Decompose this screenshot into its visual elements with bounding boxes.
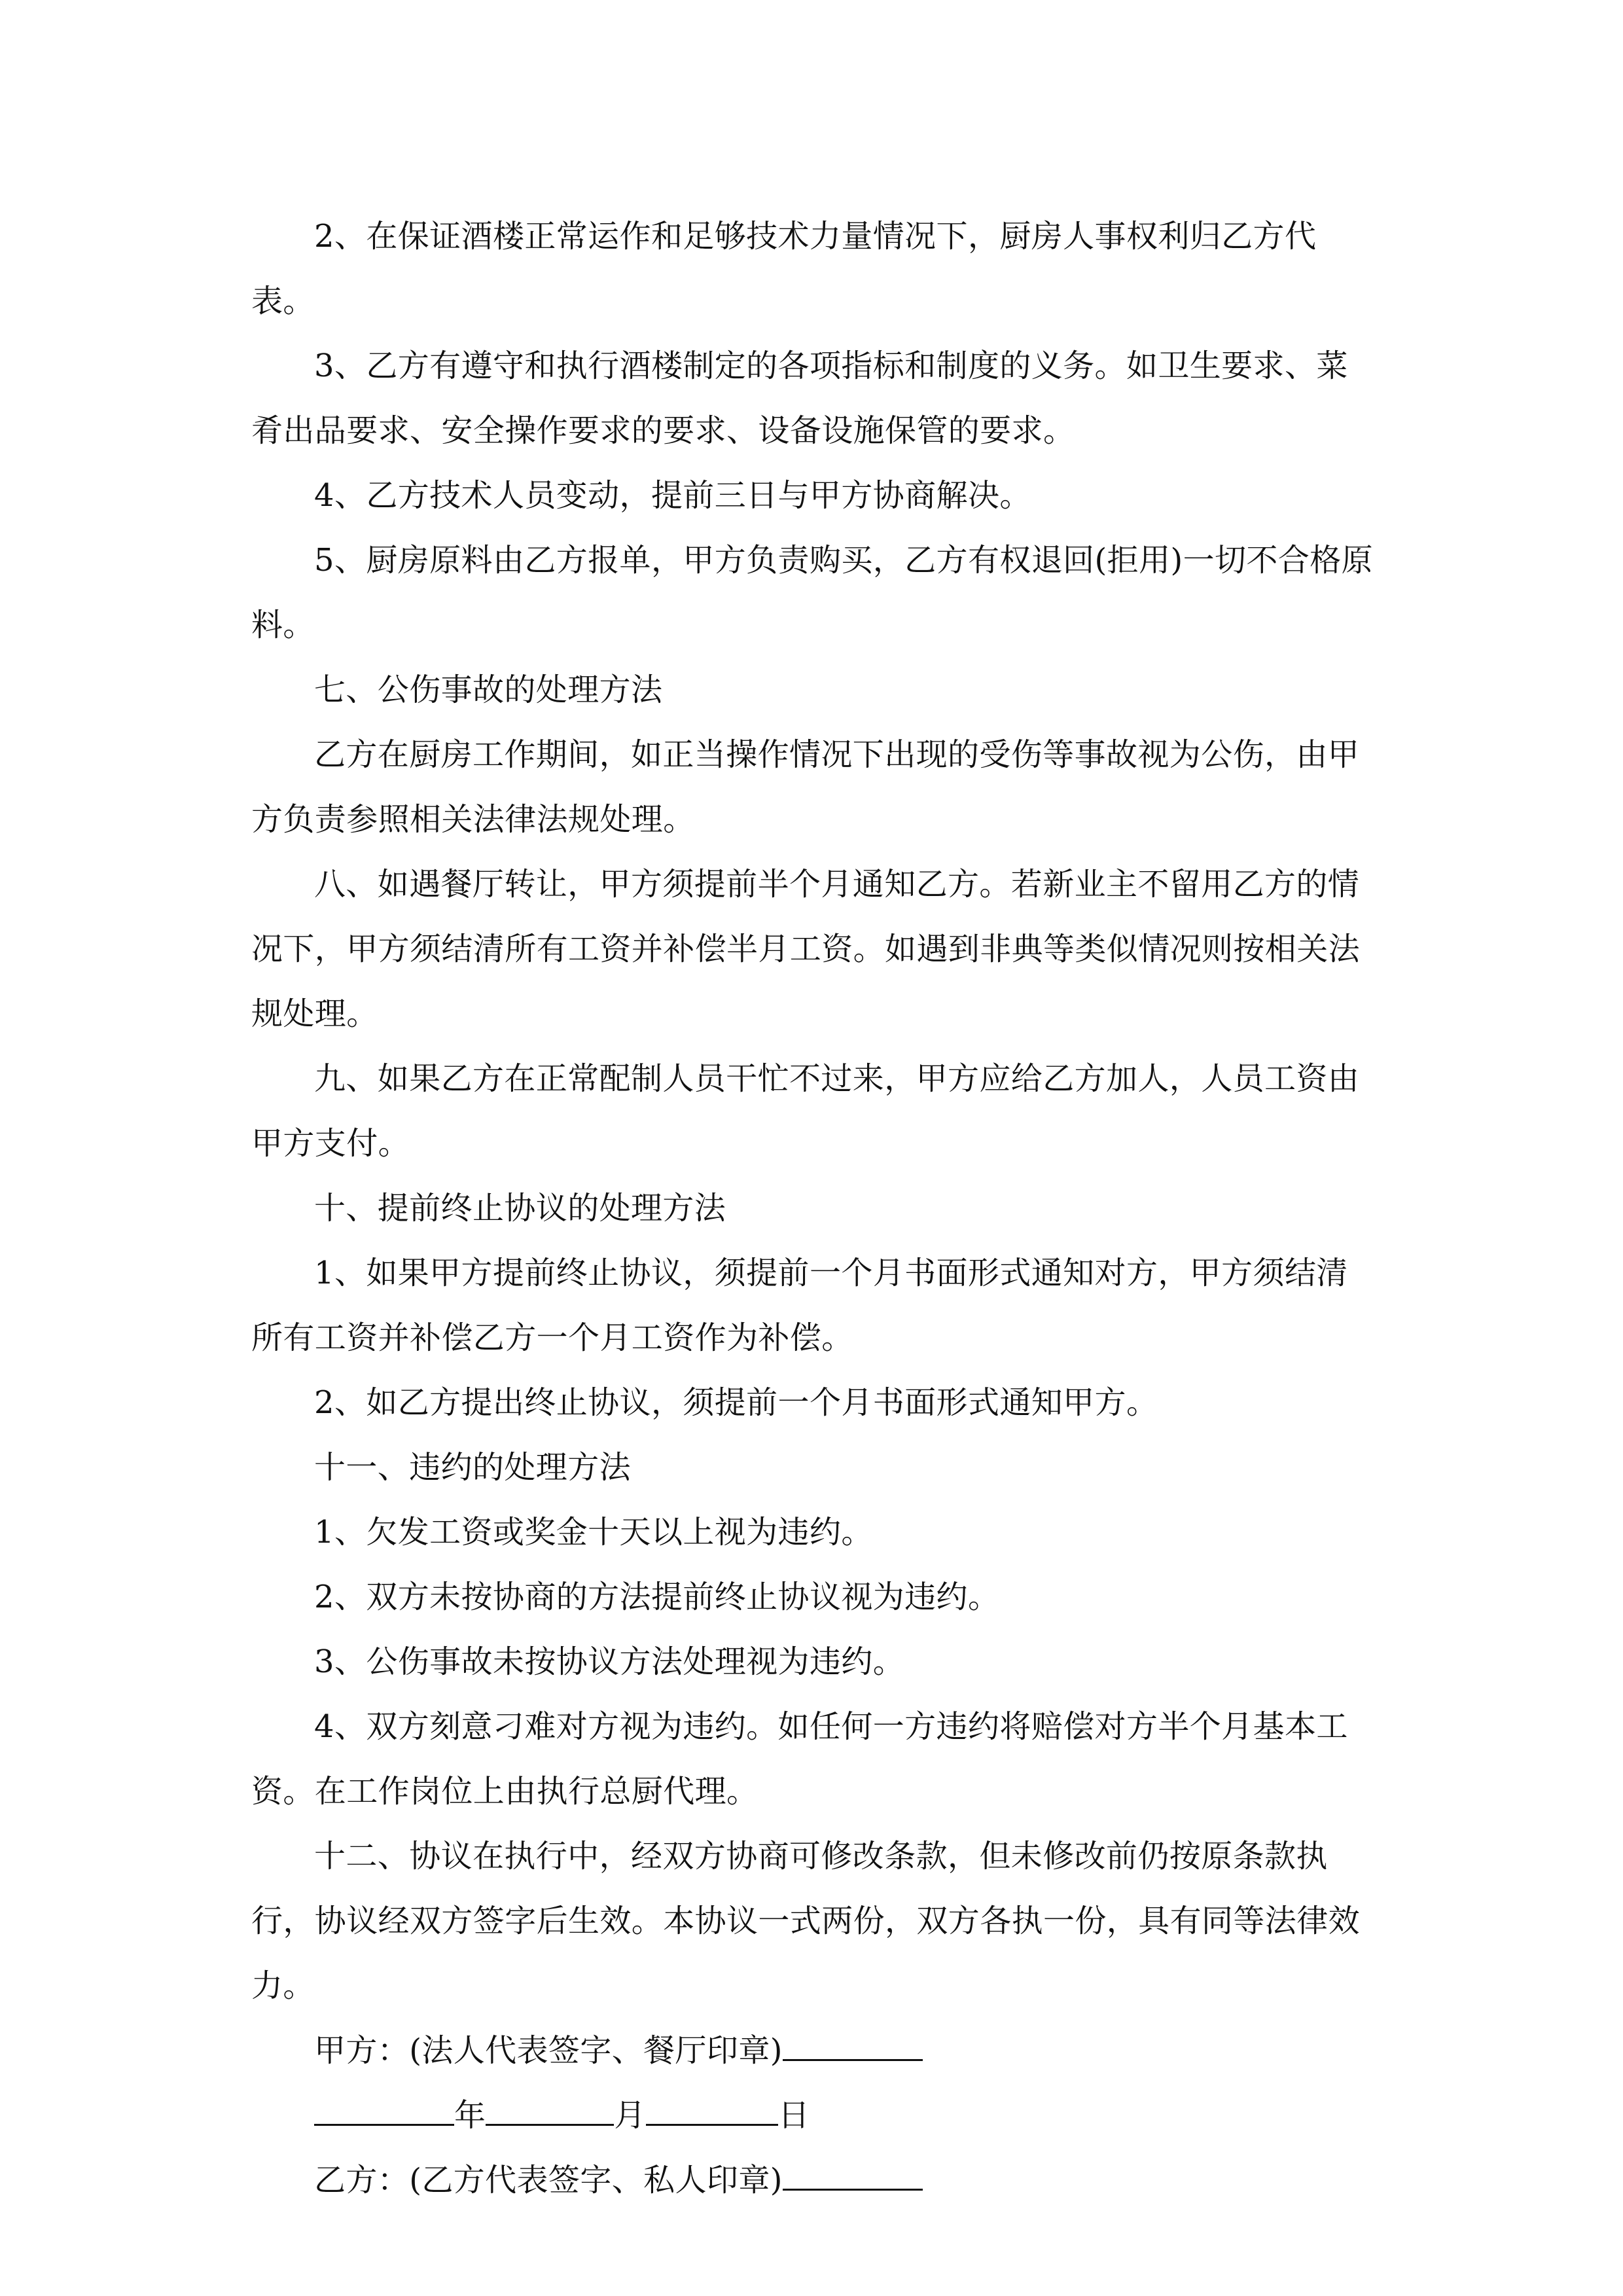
clause-paragraph: 3、乙方有遵守和执行酒楼制定的各项指标和制度的义务。如卫生要求、菜肴出品要求、安全操作要求的要求、设备设施保管的要求。 — [251, 348, 1348, 449]
section-heading: 十、提前终止协议的处理方法 — [314, 1190, 726, 1227]
year-label: 年 — [454, 2097, 486, 2134]
clause-paragraph: 4、双方刻意刁难对方视为违约。如任何一方违约将赔偿对方半个月基本工资。在工作岗位上由执行总厨代理。 — [251, 1708, 1348, 1810]
clause-paragraph: 3、公伤事故未按协议方法处理视为违约。 — [314, 1643, 905, 1680]
clause-paragraph: 5、厨房原料由乙方报单，甲方负责购买，乙方有权退回(拒用)一切不合格原料。 — [251, 542, 1373, 643]
section-heading: 十一、违约的处理方法 — [314, 1449, 632, 1486]
clause-paragraph: 十二、协议在执行中，经双方协商可修改条款，但未修改前仍按原条款执行，协议经双方签字后生效。本协议一式两份，双方各执一份，具有同等法律效力。 — [251, 1838, 1361, 2004]
year-blank[interactable] — [314, 2095, 454, 2126]
party-a-signature-blank[interactable] — [783, 2030, 923, 2061]
clause-paragraph: 八、如遇餐厅转让，甲方须提前半个月通知乙方。若新业主不留用乙方的情况下，甲方须结清所有工资并补偿半月工资。如遇到非典等类似情况则按相关法规处理。 — [251, 866, 1361, 1032]
clause-paragraph: 乙方在厨房工作期间，如正当操作情况下出现的受伤等事故视为公伤，由甲方负责参照相关法律法规处理。 — [251, 736, 1360, 838]
contract-body — [251, 204, 1377, 2213]
section-heading: 七、公伤事故的处理方法 — [314, 672, 663, 708]
party-b-signature-line — [251, 2148, 1377, 2213]
clause-paragraph: 九、如果乙方在正常配制人员干忙不过来，甲方应给乙方加人，人员工资由甲方支付。 — [251, 1060, 1360, 1162]
month-blank[interactable] — [486, 2095, 614, 2126]
party-a-signature-line — [251, 2018, 1377, 2083]
clause-paragraph: 1、欠发工资或奖金十天以上视为违约。 — [314, 1514, 873, 1551]
party-b-signature-blank[interactable] — [783, 2160, 923, 2191]
day-label: 日 — [777, 2097, 810, 2134]
clause-paragraph: 2、在保证酒楼正常运作和足够技术力量情况下，厨房人事权利归乙方代表。 — [251, 218, 1317, 319]
party-b-label: 乙方：(乙方代表签字、私人印章) — [314, 2162, 783, 2198]
clause-paragraph: 2、双方未按协商的方法提前终止协议视为违约。 — [314, 1579, 1000, 1615]
clause-paragraph: 4、乙方技术人员变动，提前三日与甲方协商解决。 — [314, 477, 1031, 514]
clause-paragraph: 2、如乙方提出终止协议，须提前一个月书面形式通知甲方。 — [314, 1384, 1158, 1421]
date-line — [251, 2083, 1377, 2148]
month-label: 月 — [614, 2097, 646, 2134]
day-blank[interactable] — [646, 2095, 778, 2126]
party-a-label: 甲方：(法人代表签字、餐厅印章) — [314, 2032, 783, 2069]
clause-paragraph: 1、如果甲方提前终止协议，须提前一个月书面形式通知对方，甲方须结清所有工资并补偿乙方一个月工资作为补偿。 — [251, 1255, 1348, 1356]
